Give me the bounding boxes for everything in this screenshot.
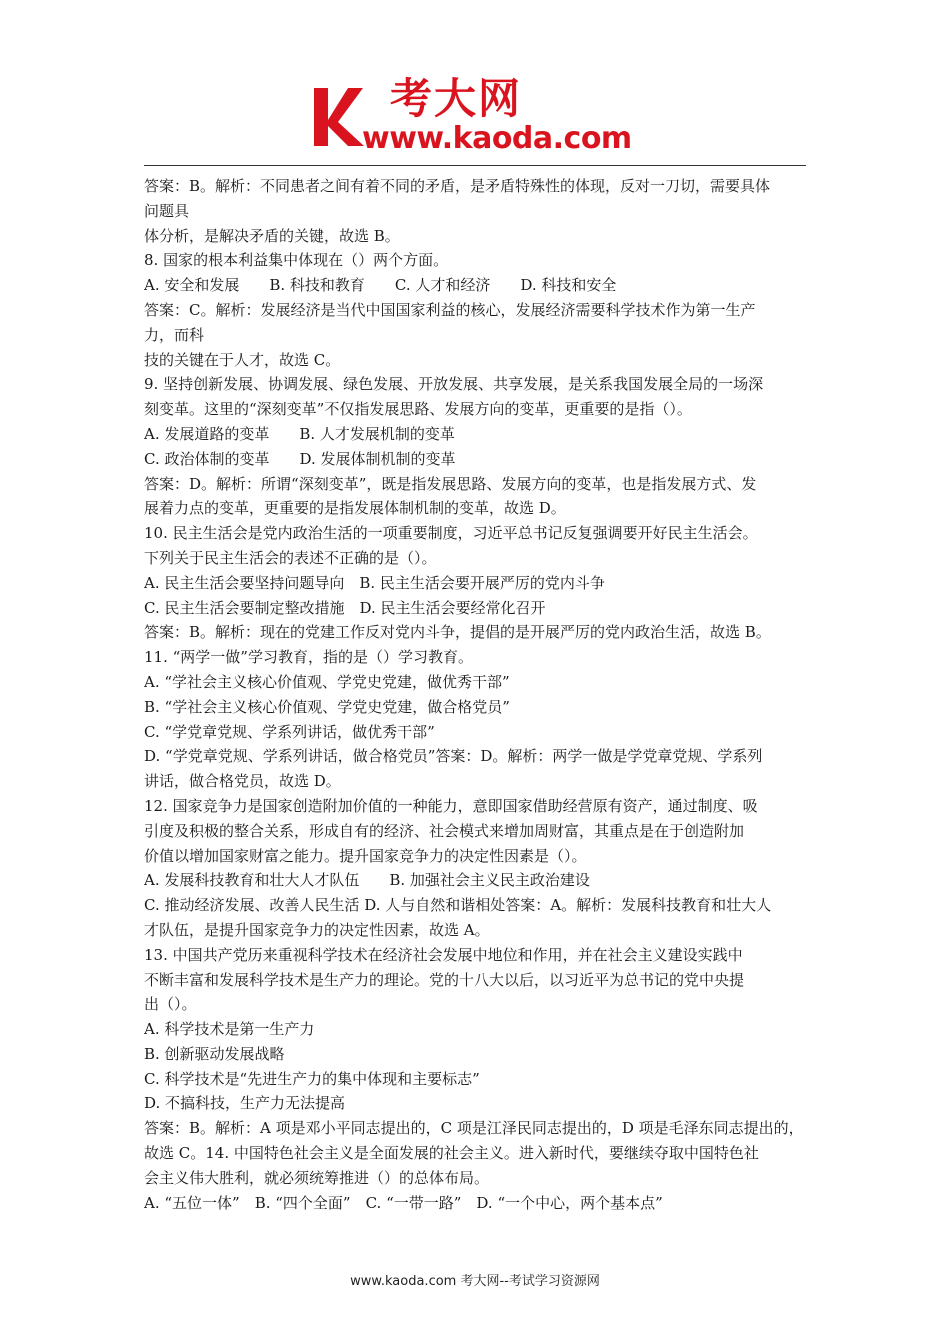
- text-line: A. 安全和发展 B. 科技和教育 C. 人才和经济 D. 科技和安全: [144, 276, 617, 295]
- text-line: 11. “两学一做”学习教育，指的是（）学习教育。: [144, 648, 473, 667]
- text-line: 9. 坚持创新发展、协调发展、绿色发展、开放发展、共享发展，是关系我国发展全局的一场深: [144, 375, 764, 394]
- text-line: 技的关键在于人才，故选 C。: [144, 350, 341, 369]
- text-line: A. 民主生活会要坚持问题导向 B. 民主生活会要开展严厉的党内斗争: [144, 573, 605, 592]
- text-line: 答案：D。解析：所谓“深刻变革”，既是指发展思路、发展方向的变革，也是指发展方式、发: [144, 474, 757, 493]
- text-line: A. “五位一体” B. “四个全面” C. “一带一路” D. “一个中心，两个基本点”: [144, 1193, 663, 1212]
- text-line: A. 科学技术是第一生产力: [144, 1020, 315, 1039]
- text-line: D. 不搞科技，生产力无法提高: [144, 1094, 346, 1113]
- page-footer: www.kaoda.com 考大网--考试学习资源网: [350, 1274, 600, 1289]
- text-line: A. 发展道路的变革 B. 人才发展机制的变革: [144, 424, 455, 443]
- text-line: C. 推动经济发展、改善人民生活 D. 人与自然和谐相处答案：A。解析：发展科技教育和壮大人: [144, 896, 772, 915]
- text-line: 13. 中国共产党历来重视科学技术在经济社会发展中地位和作用，并在社会主义建设实践中: [144, 945, 743, 964]
- text-line: 刻变革。这里的“深刻变革”不仅指发展思路、发展方向的变革，更重要的是指（）。: [144, 400, 692, 419]
- text-line: B. 创新驱动发展战略: [144, 1044, 285, 1063]
- text-line: 12. 国家竞争力是国家创造附加价值的一种能力，意即国家借助经营原有资产，通过制度、吸: [144, 796, 758, 815]
- text-line: B. “学社会主义核心价值观、学党史党建，做合格党员”: [144, 697, 510, 716]
- document-body: [144, 174, 808, 1215]
- text-line: 不断丰富和发展科学技术是生产力的理论。党的十八大以后，以习近平为总书记的党中央提: [144, 970, 745, 989]
- text-line: 会主义伟大胜利，就必须统筹推进（）的总体布局。: [144, 1168, 490, 1187]
- text-line: C. 民主生活会要制定整改措施 D. 民主生活会要经常化召开: [144, 598, 546, 617]
- logo-brand-name: 考大网: [390, 74, 523, 123]
- kaoda-k-logo-icon: [308, 84, 366, 150]
- text-line: 答案：B。解析：不同患者之间有着不同的矛盾，是矛盾特殊性的体现，反对一刀切，需要具体: [144, 177, 771, 195]
- text-line: 出（）。: [144, 995, 197, 1014]
- text-line: D. “学党章党规、学系列讲话，做合格党员”答案：D。解析：两学一做是学党章党规、学系列: [144, 747, 763, 766]
- logo-brand-url: www.kaoda.com: [362, 121, 632, 156]
- text-line: 引度及积极的整合关系，形成自有的经济、社会模式来增加周财富，其重点是在于创造附加: [144, 821, 745, 840]
- text-line: 8. 国家的根本利益集中体现在（）两个方面。: [144, 251, 449, 270]
- page-header: [0, 0, 950, 166]
- text-line: 10. 民主生活会是党内政治生活的一项重要制度，习近平总书记反复强调要开好民主生活会。: [144, 524, 758, 543]
- text-line: A. “学社会主义核心价值观、学党史党建，做优秀干部”: [144, 672, 510, 691]
- text-line: 讲话，做合格党员，故选 D。: [144, 772, 341, 791]
- text-line: C. 政治体制的变革 D. 发展体制机制的变革: [144, 449, 456, 468]
- text-line: 价值以增加国家财富之能力。提升国家竞争力的决定性因素是（）。: [144, 846, 587, 865]
- text-line: 力，而科: [144, 325, 205, 344]
- text-line: 体分析，是解决矛盾的关键，故选 B。: [144, 226, 400, 245]
- text-line: C. 科学技术是“先进生产力的集中体现和主要标志”: [144, 1069, 480, 1088]
- text-line: 答案：C。解析：发展经济是当代中国国家利益的核心，发展经济需要科学技术作为第一生产: [144, 300, 756, 319]
- text-line: 答案：B。解析：A 项是邓小平同志提出的，C 项是江泽民同志提出的，D 项是毛泽东同志提出的，: [144, 1119, 804, 1138]
- text-line: 展着力点的变革，更重要的是指发展体制机制的变革，故选 D。: [144, 499, 566, 518]
- header-divider: [144, 165, 806, 166]
- text-line: 问题具: [144, 201, 190, 220]
- text-line: A. 发展科技教育和壮大人才队伍 B. 加强社会主义民主政治建设: [144, 871, 590, 890]
- text-line: 答案：B。解析：现在的党建工作反对党内斗争，提倡的是开展严厉的党内政治生活，故选 B。: [144, 623, 771, 642]
- text-line: C. “学党章党规、学系列讲话，做优秀干部”: [144, 722, 435, 741]
- text-line: 才队伍，是提升国家竞争力的决定性因素，故选 A。: [144, 920, 490, 939]
- text-line: 故选 C。14. 中国特色社会主义是全面发展的社会主义。进入新时代，要继续夺取中国特色社: [144, 1144, 759, 1163]
- text-line: 下列关于民主生活会的表述不正确的是（）。: [144, 548, 437, 567]
